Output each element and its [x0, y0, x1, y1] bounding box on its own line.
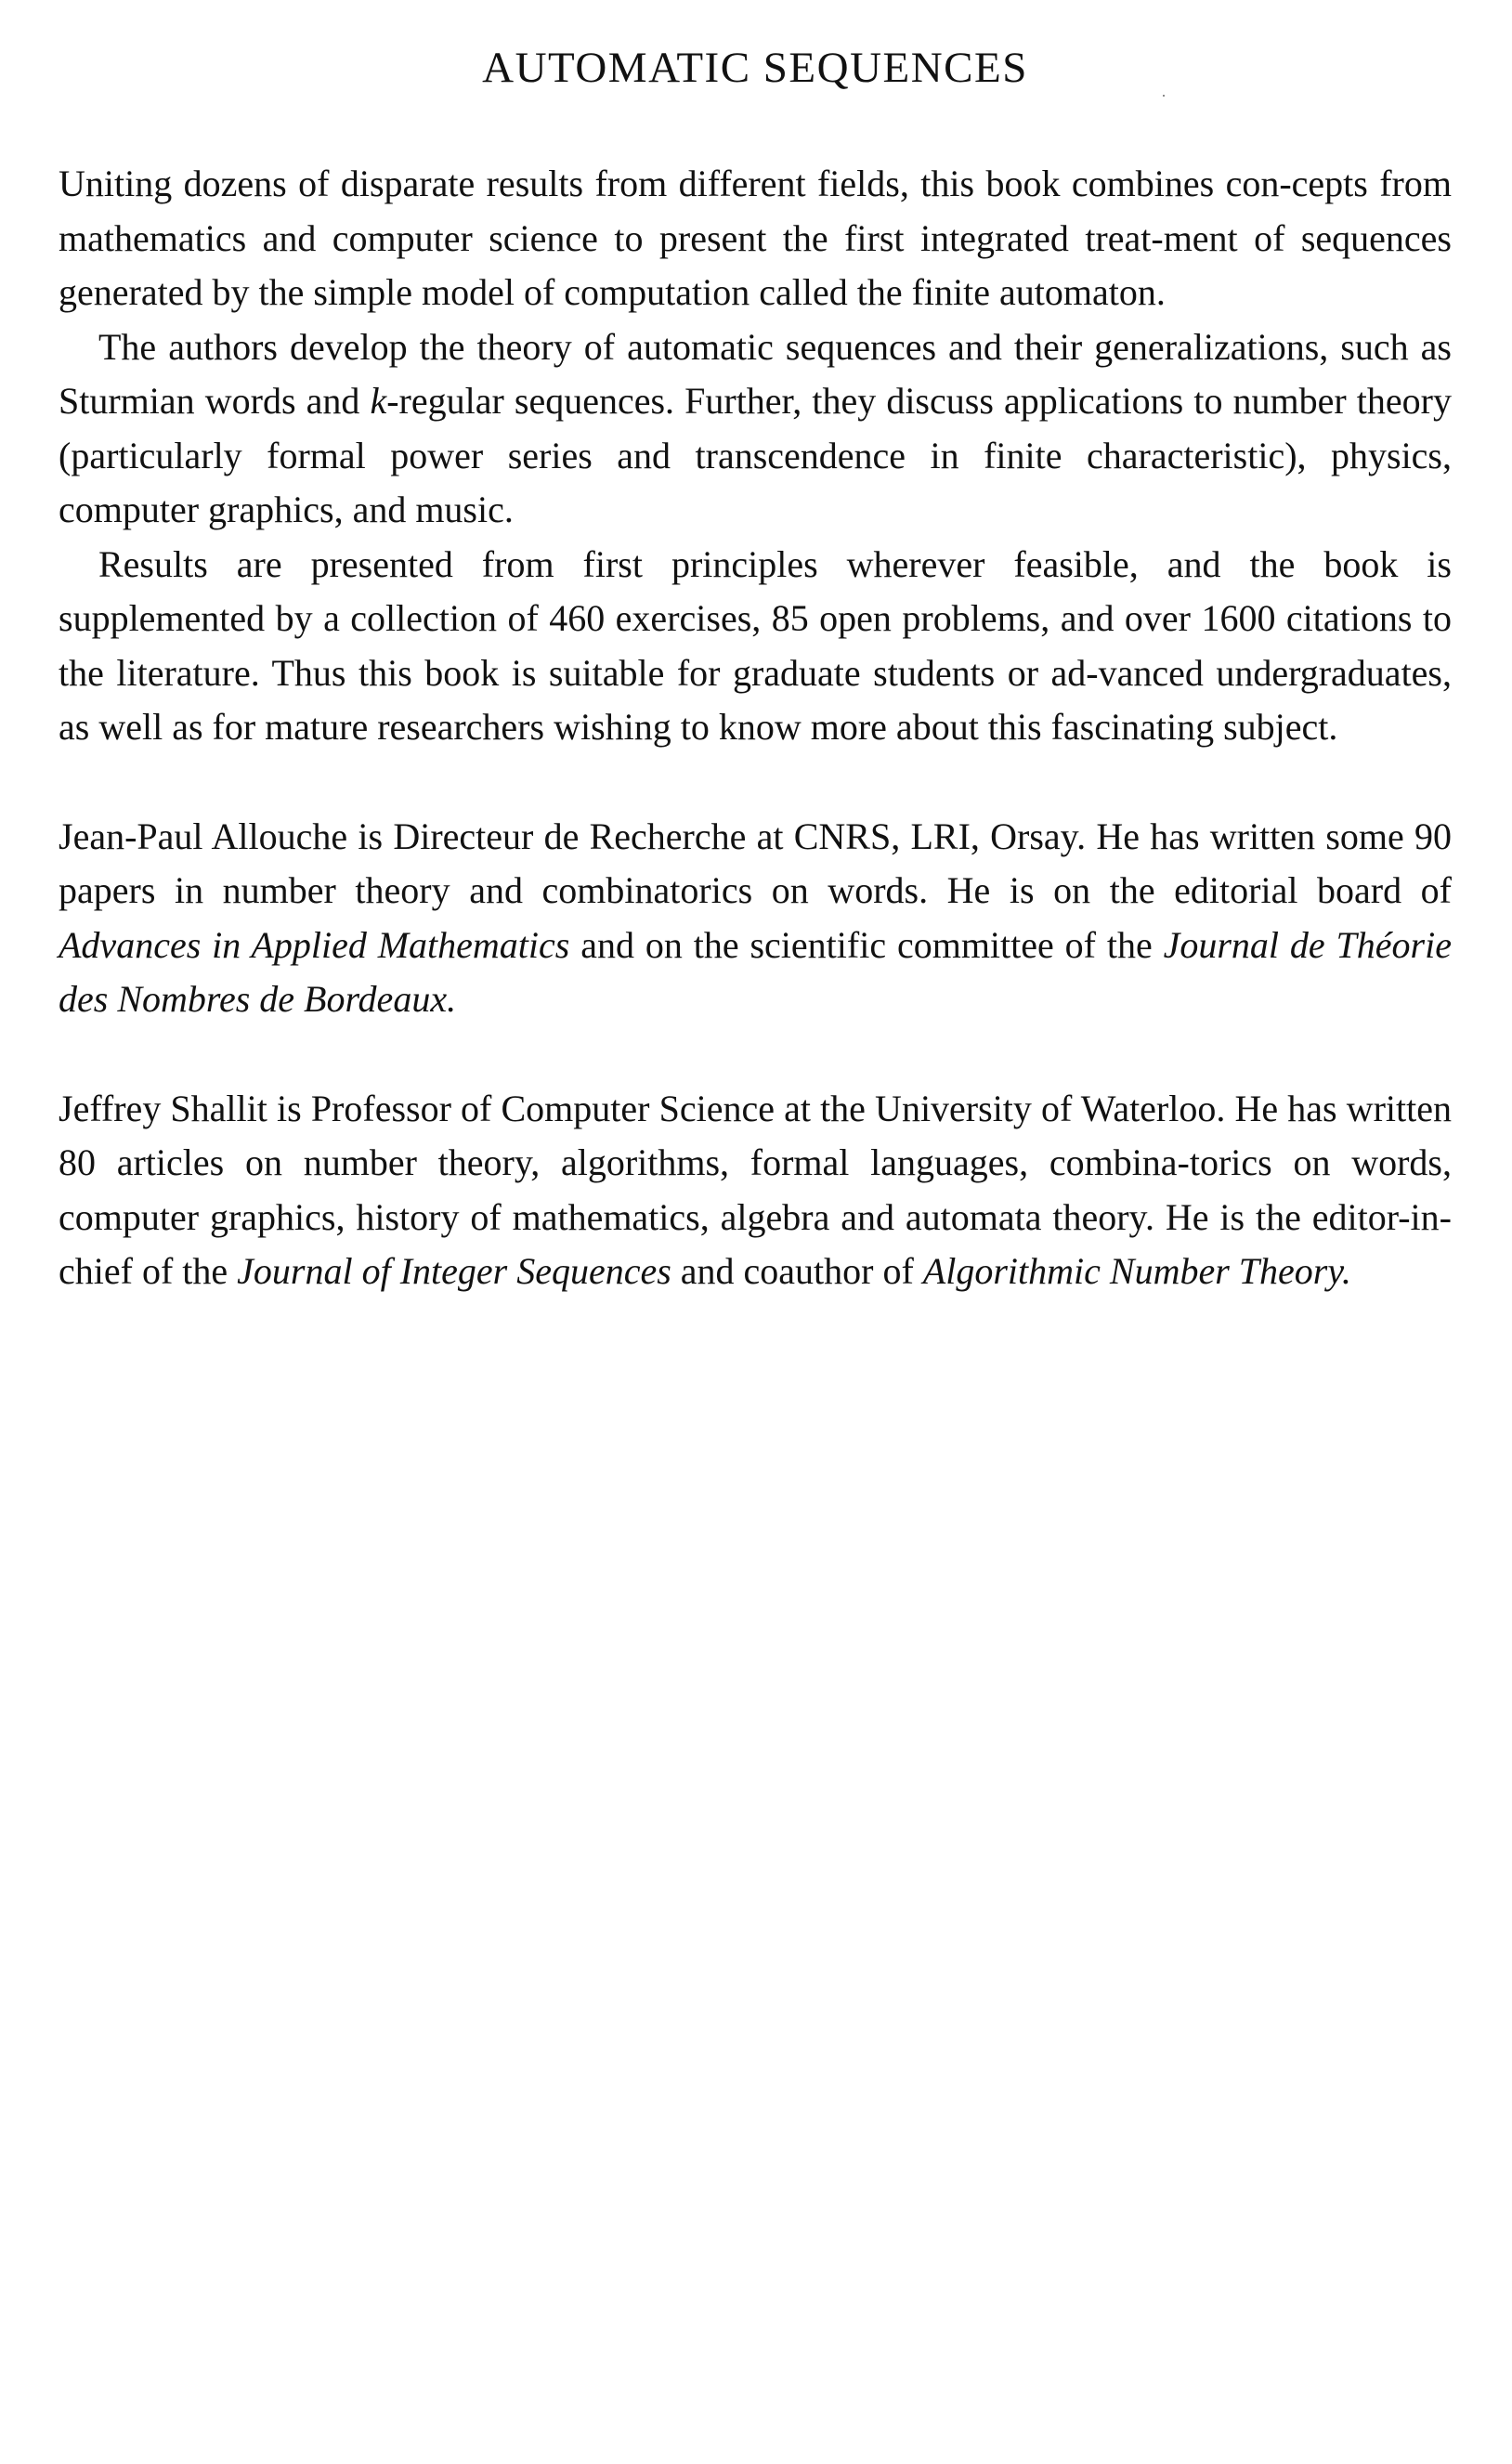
author-bio-allouche: [59, 810, 1452, 1027]
description-paragraph-3: Results are presented from first principles wherever feasible, and the book is supplemented by a collection of 460 exercises, 85 open problems, and over 1600 citations to the literature. Thus this book is suitable for graduate students or ad-vanced undergraduates, as well as for mature researchers wishing to know more about this fascinating subject.: [59, 542, 1452, 748]
journal-title-bordeaux: Journal de Théorie des Nombres de Bordeaux.: [59, 923, 1452, 1020]
journal-title-advances: Advances in Applied Mathematics: [59, 923, 570, 966]
shallit-bio-text-middle: and coauthor of: [671, 1250, 923, 1292]
book-title-algorithmic-number-theory: Algorithmic Number Theory.: [922, 1250, 1351, 1292]
description-paragraph-2: [59, 320, 1452, 538]
journal-title-integer-sequences: Journal of Integer Sequences: [237, 1250, 671, 1292]
description-paragraph-2-end: -regular sequences. Further, they discuss applications to number theory (particularly formal power series and transcendence in finite characteristic), physics, computer graphics, and music.: [59, 380, 1452, 530]
allouche-bio-text-start: Jean-Paul Allouche is Directeur de Recherche at CNRS, LRI, Orsay. He has written some 90 papers in number theory and combinatorics on words. He is on the editorial board of: [59, 815, 1452, 911]
section-gap: [59, 755, 1452, 810]
shallit-bio-text-start: Jeffrey Shallit is Professor of Computer Science at the University of Waterloo. He has written 80 articles on number theory, algorithms, formal languages, combina-torics on words, computer graphics, history of mathematics, algebra and automata theory. He is the editor-in-chief of the: [59, 1087, 1452, 1292]
allouche-bio-text-middle: and on the scientific committee of the: [569, 923, 1164, 966]
k-variable: k: [370, 380, 387, 422]
page-title: AUTOMATIC SEQUENCES: [482, 44, 1028, 92]
description-paragraph-2-start: The authors develop the theory of automatic sequences and their generalizations, such as Sturmian words and: [59, 325, 1452, 422]
author-bio-shallit: [59, 1082, 1452, 1299]
description-paragraph-1: Uniting dozens of disparate results from different fields, this book combines con-cepts from mathematics and computer science to present the first integrated treat-ment of sequences generated by the simple model of computation called the finite automaton.: [59, 163, 1452, 313]
section-gap: [59, 1027, 1452, 1082]
page: [59, 46, 1452, 1299]
